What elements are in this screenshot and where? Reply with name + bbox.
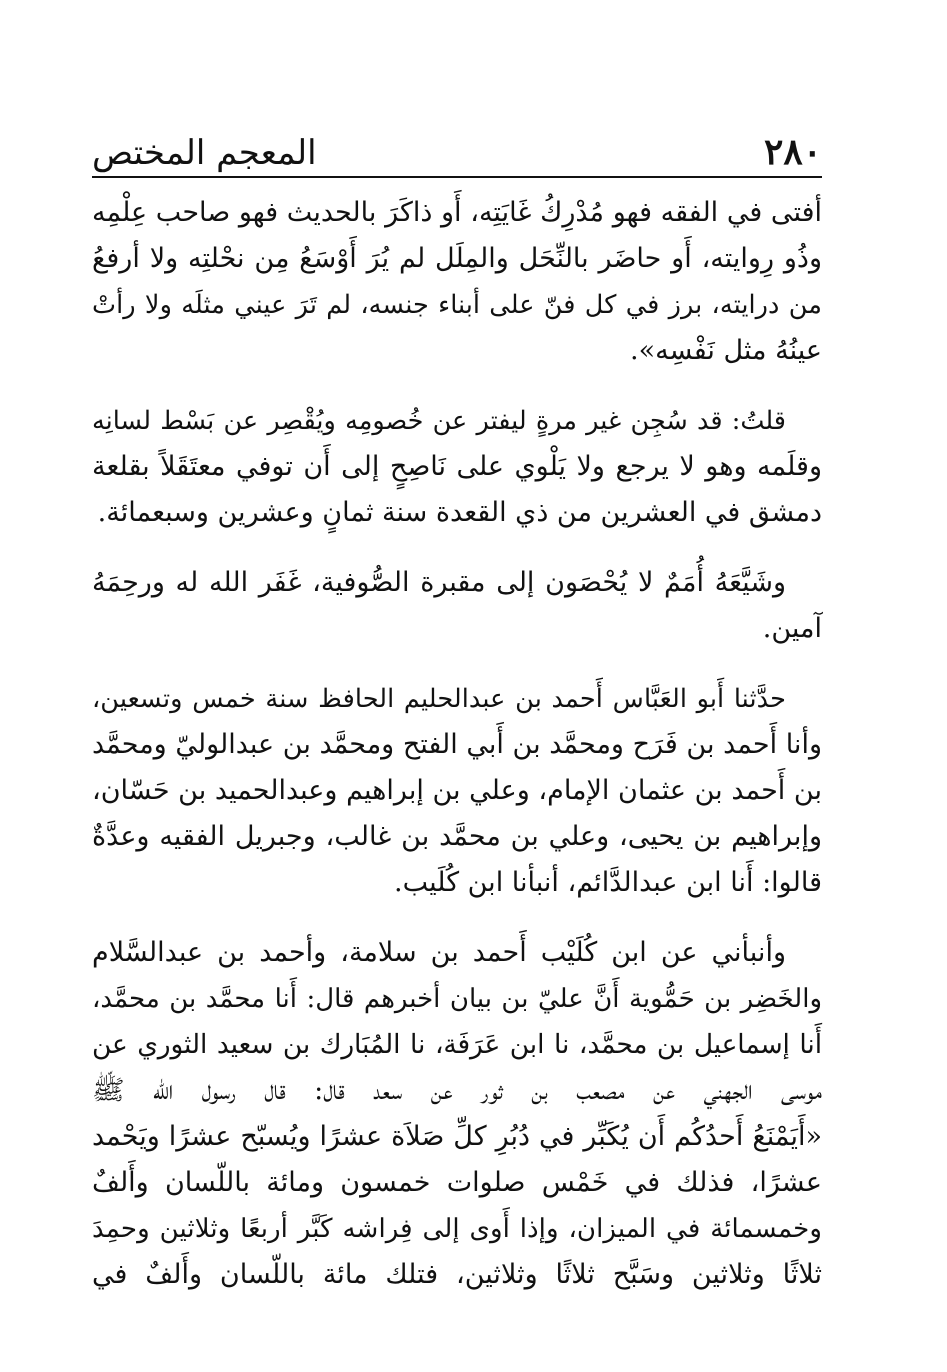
text-line: وأنا أَحمد بن فَرَح ومحمَّد بن أَبي الفتح ومحمَّد بن عبدالوليّ ومحمَّد: [92, 729, 822, 760]
paragraph-4: [92, 676, 822, 906]
running-title: المعجم المختص: [92, 133, 317, 173]
text-line: ثلاثًا وثلاثين وسَبَّح ثلاثًا وثلاثين، فتلك مائة باللّسان وأَلفٌ في: [92, 1259, 822, 1290]
text-line: من درايته، برز في كل فنّ على أبناء جنسه، لم تَرَ عيني مثلَه ولا رأتْ: [92, 290, 822, 320]
body-text: [92, 190, 822, 1298]
text-line: وقلَمه وهو لا يرجع ولا يَلْوي على نَاصِحٍ إلى أَن توفي معتَقَلاً بقلعة: [92, 451, 822, 482]
paragraph-3: [92, 560, 822, 652]
text-line: عينُهُ مثل نَفْسِه».: [630, 335, 822, 366]
text-line: وذُو رِوايته، أَو حاضَر بالنِّحَل والمِلَل لم يُرَ أَوْسَعُ مِن نحْلتِه ولا أرفعُ: [92, 243, 822, 274]
page-number: ٢٨٠: [763, 131, 822, 173]
text-line: أَنا إسماعيل بن محمَّد، نا ابن عَرَفَة، نا المُبَارك بن سعيد الثوري عن: [92, 1030, 822, 1060]
text-line: حدَّثنا أَبو العَبَّاس أَحمد بن عبدالحليم الحافظ سنة خمس وتسعين،: [92, 684, 786, 714]
text-line: قلتُ: قد سُجِن غير مرةٍ ليفتر عن خُصومِه ويُقْصِر عن بَسْط لسانِه: [92, 406, 786, 436]
text-line: وأنبأني عن ابن كُلَيْب أَحمد بن سلامة، وأحمد بن عبدالسَّلام: [92, 937, 786, 968]
page-header: [92, 128, 822, 174]
text-line: قالوا: أَنا ابن عبدالدَّائم، أنبأنا ابن كُلَيب.: [394, 867, 822, 898]
header-rule: [92, 176, 822, 178]
text-line: وشَيَّعَهُ أُمَمٌ لا يُحْصَون إلى مقبرة الصُّوفية، غَفَر الله له ورحِمَهُ: [92, 567, 786, 598]
text-line: وخمسمائة في الميزان، وإذا أَوى إلى فِراشه كَبَّر أربعًا وثلاثين وحمِدَ: [92, 1214, 822, 1244]
text-line: موسى الجهني عن مصعب بن ثور عن سعد قال: قال رسول الله ﷺ: [92, 1075, 822, 1106]
text-line: والخَضِر بن حَمُّوية أَنَّ عليّ بن بيان أخبرهم قال: أَنا محمَّد بن محمَّد،: [92, 984, 822, 1014]
text-line: «أَيَمْنَعُ أَحدُكُم أَن يُكَبِّر في دُبُرِ كلِّ صَلاَة عشرًا ويُسبّح عشرًا ويَحْمد: [92, 1121, 822, 1152]
paragraph-1: [92, 190, 822, 374]
text-line: عشرًا، فذلك في خَمْس صلوات خمسون ومائة باللّسان وأَلفٌ: [92, 1167, 822, 1198]
text-line: دمشق في العشرين من ذي القعدة سنة ثمانٍ وعشرين وسبعمائة.: [97, 497, 822, 528]
paragraph-5: [92, 930, 822, 1298]
paragraph-2: [92, 398, 822, 536]
text-line: آمين.: [762, 613, 822, 644]
text-line: أفتى في الفقه فهو مُدْرِكُ غَايَتِه، أَو ذاكَرَ بالحديث فهو صاحب عِلْمِه: [92, 197, 822, 228]
text-line: بن أَحمد بن عثمان الإمام، وعلي بن إبراهيم وعبدالحميد بن حَسّان،: [92, 775, 822, 806]
text-line: وإبراهيم بن يحيى، وعلي بن محمَّد بن غالب، وجبريل الفقيه وعدَّةٌ: [92, 821, 822, 852]
